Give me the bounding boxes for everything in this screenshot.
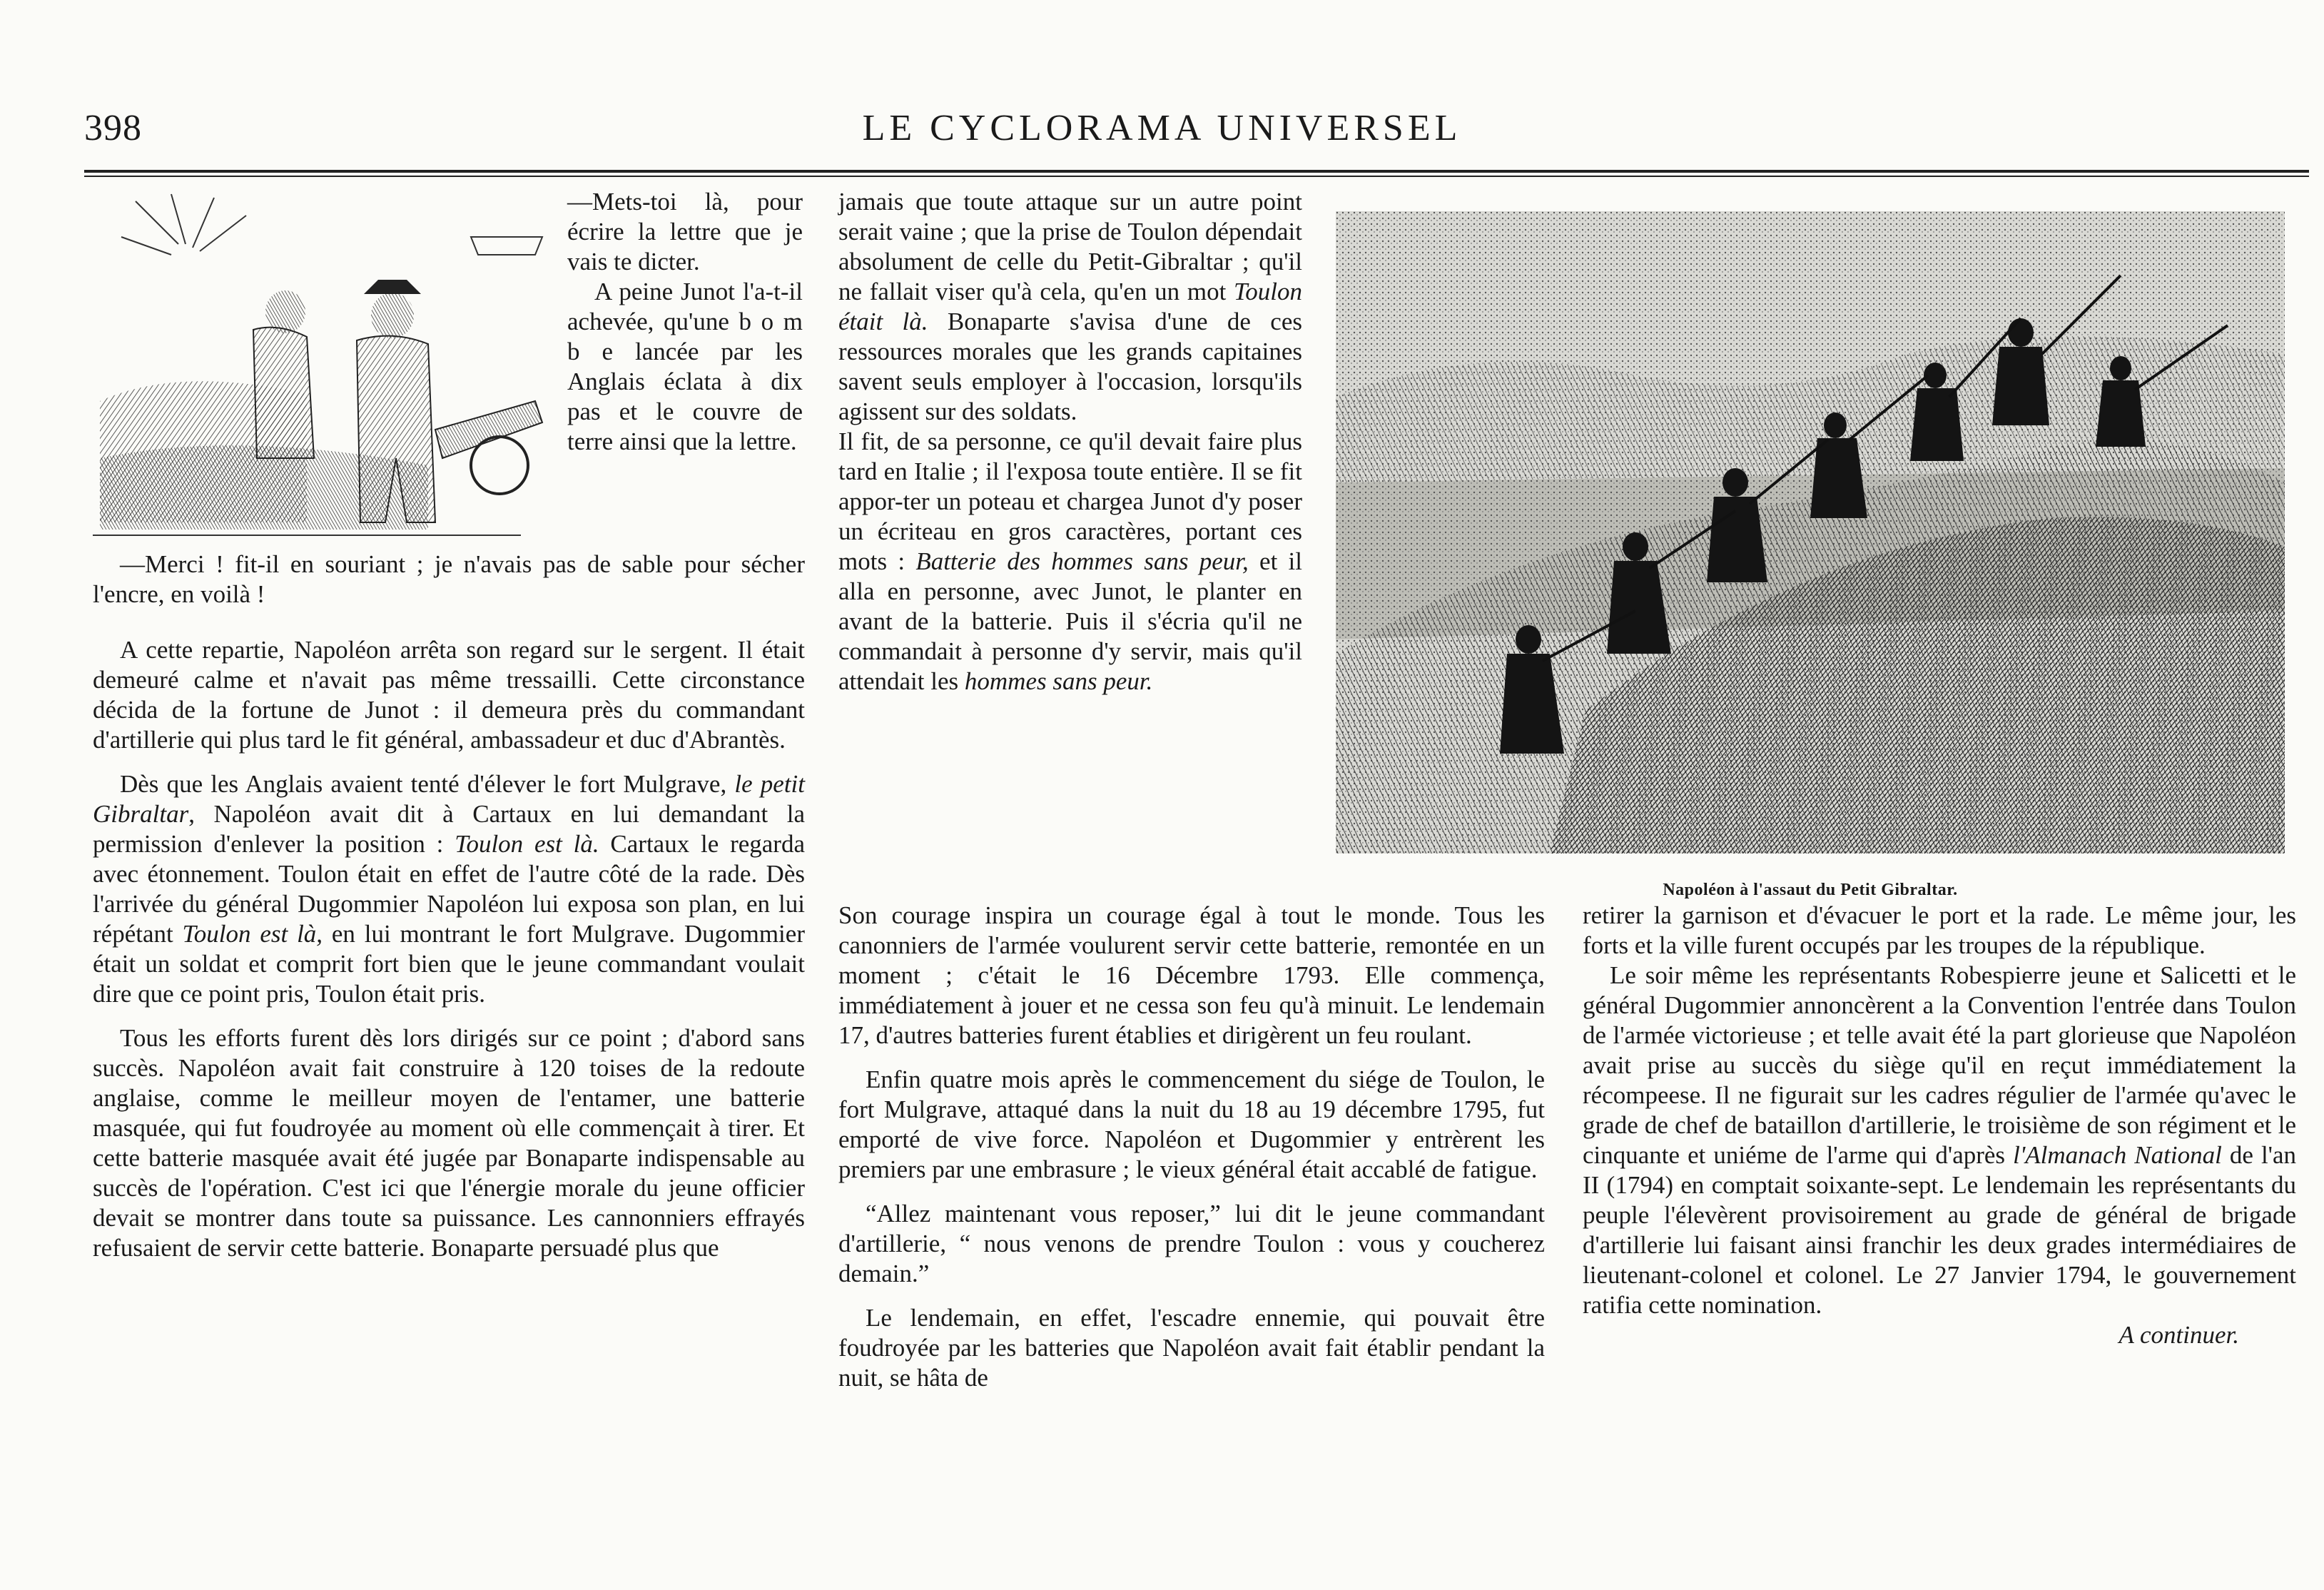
paragraph <box>838 187 1302 427</box>
text-run-italic: Toulon est là. <box>455 830 599 858</box>
text-run-italic: hommes sans peur. <box>964 667 1153 695</box>
small-engraving <box>93 187 549 537</box>
text-run-italic: Toulon était là. <box>838 278 1302 335</box>
assault-engraving-icon <box>1336 211 2285 854</box>
text-run: , Napoléon avait dit à Cartaux en lui demandant la permission d'enlever la position : <box>93 800 805 858</box>
paragraph <box>1583 961 2296 1320</box>
paragraph: “Allez maintenant vous reposer,” lui dit le jeune commandant d'artillerie, “ nous venons de prendre Toulon : vous y coucherez demain.” <box>838 1200 1545 1287</box>
text-run-italic: Batterie des hommes sans peur, <box>915 547 1249 575</box>
paragraph: Enfin quatre mois après le commencement du siége de Toulon, le fort Mulgrave, attaqué dans la nuit du 18 au 19 décembre 1795, fut emporté de vive force. Napoléon et Dugommier y entrèrent les premiers par une embrasure ; le vieux général était accablé de fatigue. <box>838 1065 1545 1183</box>
header-rule-top <box>84 170 2309 173</box>
column3-text <box>1583 901 2296 1350</box>
text-run: jamais que toute attaque sur un autre point serait vaine ; que la prise de Toulon dépendait absolument de celle du Petit-Gibraltar ; qu'il ne fallait viser qu'à cela, qu'en un mot <box>838 188 1302 305</box>
paragraph: —Merci ! fit-il en souriant ; je n'avais pas de sable pour sécher l'encre, en voilà ! <box>93 550 805 608</box>
paragraph <box>93 769 805 1009</box>
paragraph: Son courage inspira un courage égal à tout le monde. Tous les canonniers de l'armée voulurent servir cette batterie, remontée en un moment ; c'était le 16 Décembre 1793. Elle commença, immédiatement à jouer et ne cessa son feu qu'à minuit. Le lendemain 17, d'autres batteries furent établies et dirigèrent un feu roulant. <box>838 901 1545 1049</box>
text-run: Le soir même les représentants Robespierre jeune et Salicetti et le général Dugommier annoncèrent a la Convention l'entrée dans Toulon de l'armée victorieuse ; et telle avait été la part glorieuse que Napoléon avait prise au succès du siège qu'il en reçut immédiatement la récompeese. Il ne figurait sur les cadres régulier de l'armée qu'avec le grade de chef de bataillon d'artillerie, le troisième de son régiment et le cinquante et uniéme de l'arme qui d'après <box>1583 961 2296 1169</box>
paragraph: A peine Junot l'a-t-il achevée, qu'une b o m b e lancée par les Anglais éclata à dix pas et le couvre de terre ainsi que la lettre. <box>567 278 803 455</box>
page-number: 398 <box>84 108 142 148</box>
text-run: de l'an II (1794) en comptait soixante-sept. Le lendemain les représentants du peuple l'élevèrent provisoirement au grade de général de brigade d'artillerie lui faisant ainsi franchir les deux grades intermédiaires de lieutenant-colonel et colonel. Le 27 Janvier 1794, le gouvernement ratifia cette nomination. <box>1583 1141 2297 1319</box>
soldiers-engraving-icon <box>93 187 549 537</box>
text-run: Il fit, de sa personne, ce qu'il devait faire plus tard en Italie ; il l'exposa toute entière. Il se fit appor-ter un poteau et chargea Junot d'y poser un écriteau en gros caractères, portant ces mots : <box>838 427 1302 575</box>
paragraph: Le lendemain, en effet, l'escadre ennemie, qui pouvait être foudroyée par les batteries que Napoléon avait fait établir pendant la nuit, se hâta de <box>838 1304 1545 1392</box>
paragraph <box>838 427 1302 697</box>
column1-merci <box>93 550 805 609</box>
paragraph: retirer la garnison et d'évacuer le port et la rade. Le même jour, les forts et la ville furent occupés par les troupes de la république. <box>1583 901 2296 959</box>
text-run: Bonaparte s'avisa d'une de ces ressources morales que les grands capitaines savent seuls employer à l'occasion, lorsqu'ils agissent sur des soldats. <box>838 308 1302 425</box>
paragraph: A cette repartie, Napoléon arrêta son regard sur le sergent. Il était demeuré calme et n'avait pas même tressailli. Cette circonstance décida de la fortune de Junot : il demeura près du commandant d'artillerie qui plus tard le fit général, ambassadeur et duc d'Abrantès. <box>93 636 805 754</box>
column2-text <box>838 901 1545 1393</box>
paragraph: Tous les efforts furent dès lors dirigés sur ce point ; d'abord sans succès. Napoléon avait fait construire à 120 toises de la redoute anglaise, comme le meilleur moyen de l'entamer, une batterie masquée, qui fut foudroyée au moment où elle commençait à tirer. Et cette batterie masquée avait été jugée par Bonaparte indispensable au succès de l'opération. C'est ici que l'énergie morale du jeune officier devait se montrer dans toute sa puissance. Les cannonniers effrayés refusaient de servir cette batterie. Bonaparte persuadé plus que <box>93 1024 805 1262</box>
continuation-note: A continuer. <box>2119 1321 2239 1349</box>
text-run-italic: Toulon est là, <box>182 920 323 948</box>
text-run-italic: le petit Gibraltar <box>93 770 806 828</box>
text-run: Dès que les Anglais avaient tenté d'élever le fort Mulgrave, <box>120 770 735 798</box>
paragraph: —Mets-toi là, pour écrire la lettre que je vais te dicter. <box>567 188 803 275</box>
text-run: en lui montrant le fort Mulgrave. Dugommier était un soldat et comprit fort bien que le jeune commandant voulait dire que ce point pris, Toulon était pris. <box>93 920 805 1008</box>
large-engraving <box>1336 211 2285 854</box>
text-run: et il alla en personne, avec Junot, le planter en avant de la batterie. Puis il s'écria qu'il ne commandait à personne d'y servir, mais qu'il attendait les <box>838 547 1302 695</box>
column2-top-text <box>838 187 1302 697</box>
header-rule-bottom <box>84 176 2309 177</box>
figure-caption: Napoléon à l'assaut du Petit Gibraltar. <box>1663 881 1958 899</box>
column1-text <box>93 635 805 1263</box>
text-run: Cartaux le regarda avec étonnement. Toulon était en effet de l'autre côté de la rade. Dès l'arrivée du général Dugommier Napoléon lui exposa son plan, en lui répétant <box>93 830 805 948</box>
page-title: LE CYCLORAMA UNIVERSEL <box>862 108 1462 148</box>
column1-top-text <box>567 187 803 457</box>
text-run-italic: l'Almanach National <box>2013 1141 2222 1169</box>
